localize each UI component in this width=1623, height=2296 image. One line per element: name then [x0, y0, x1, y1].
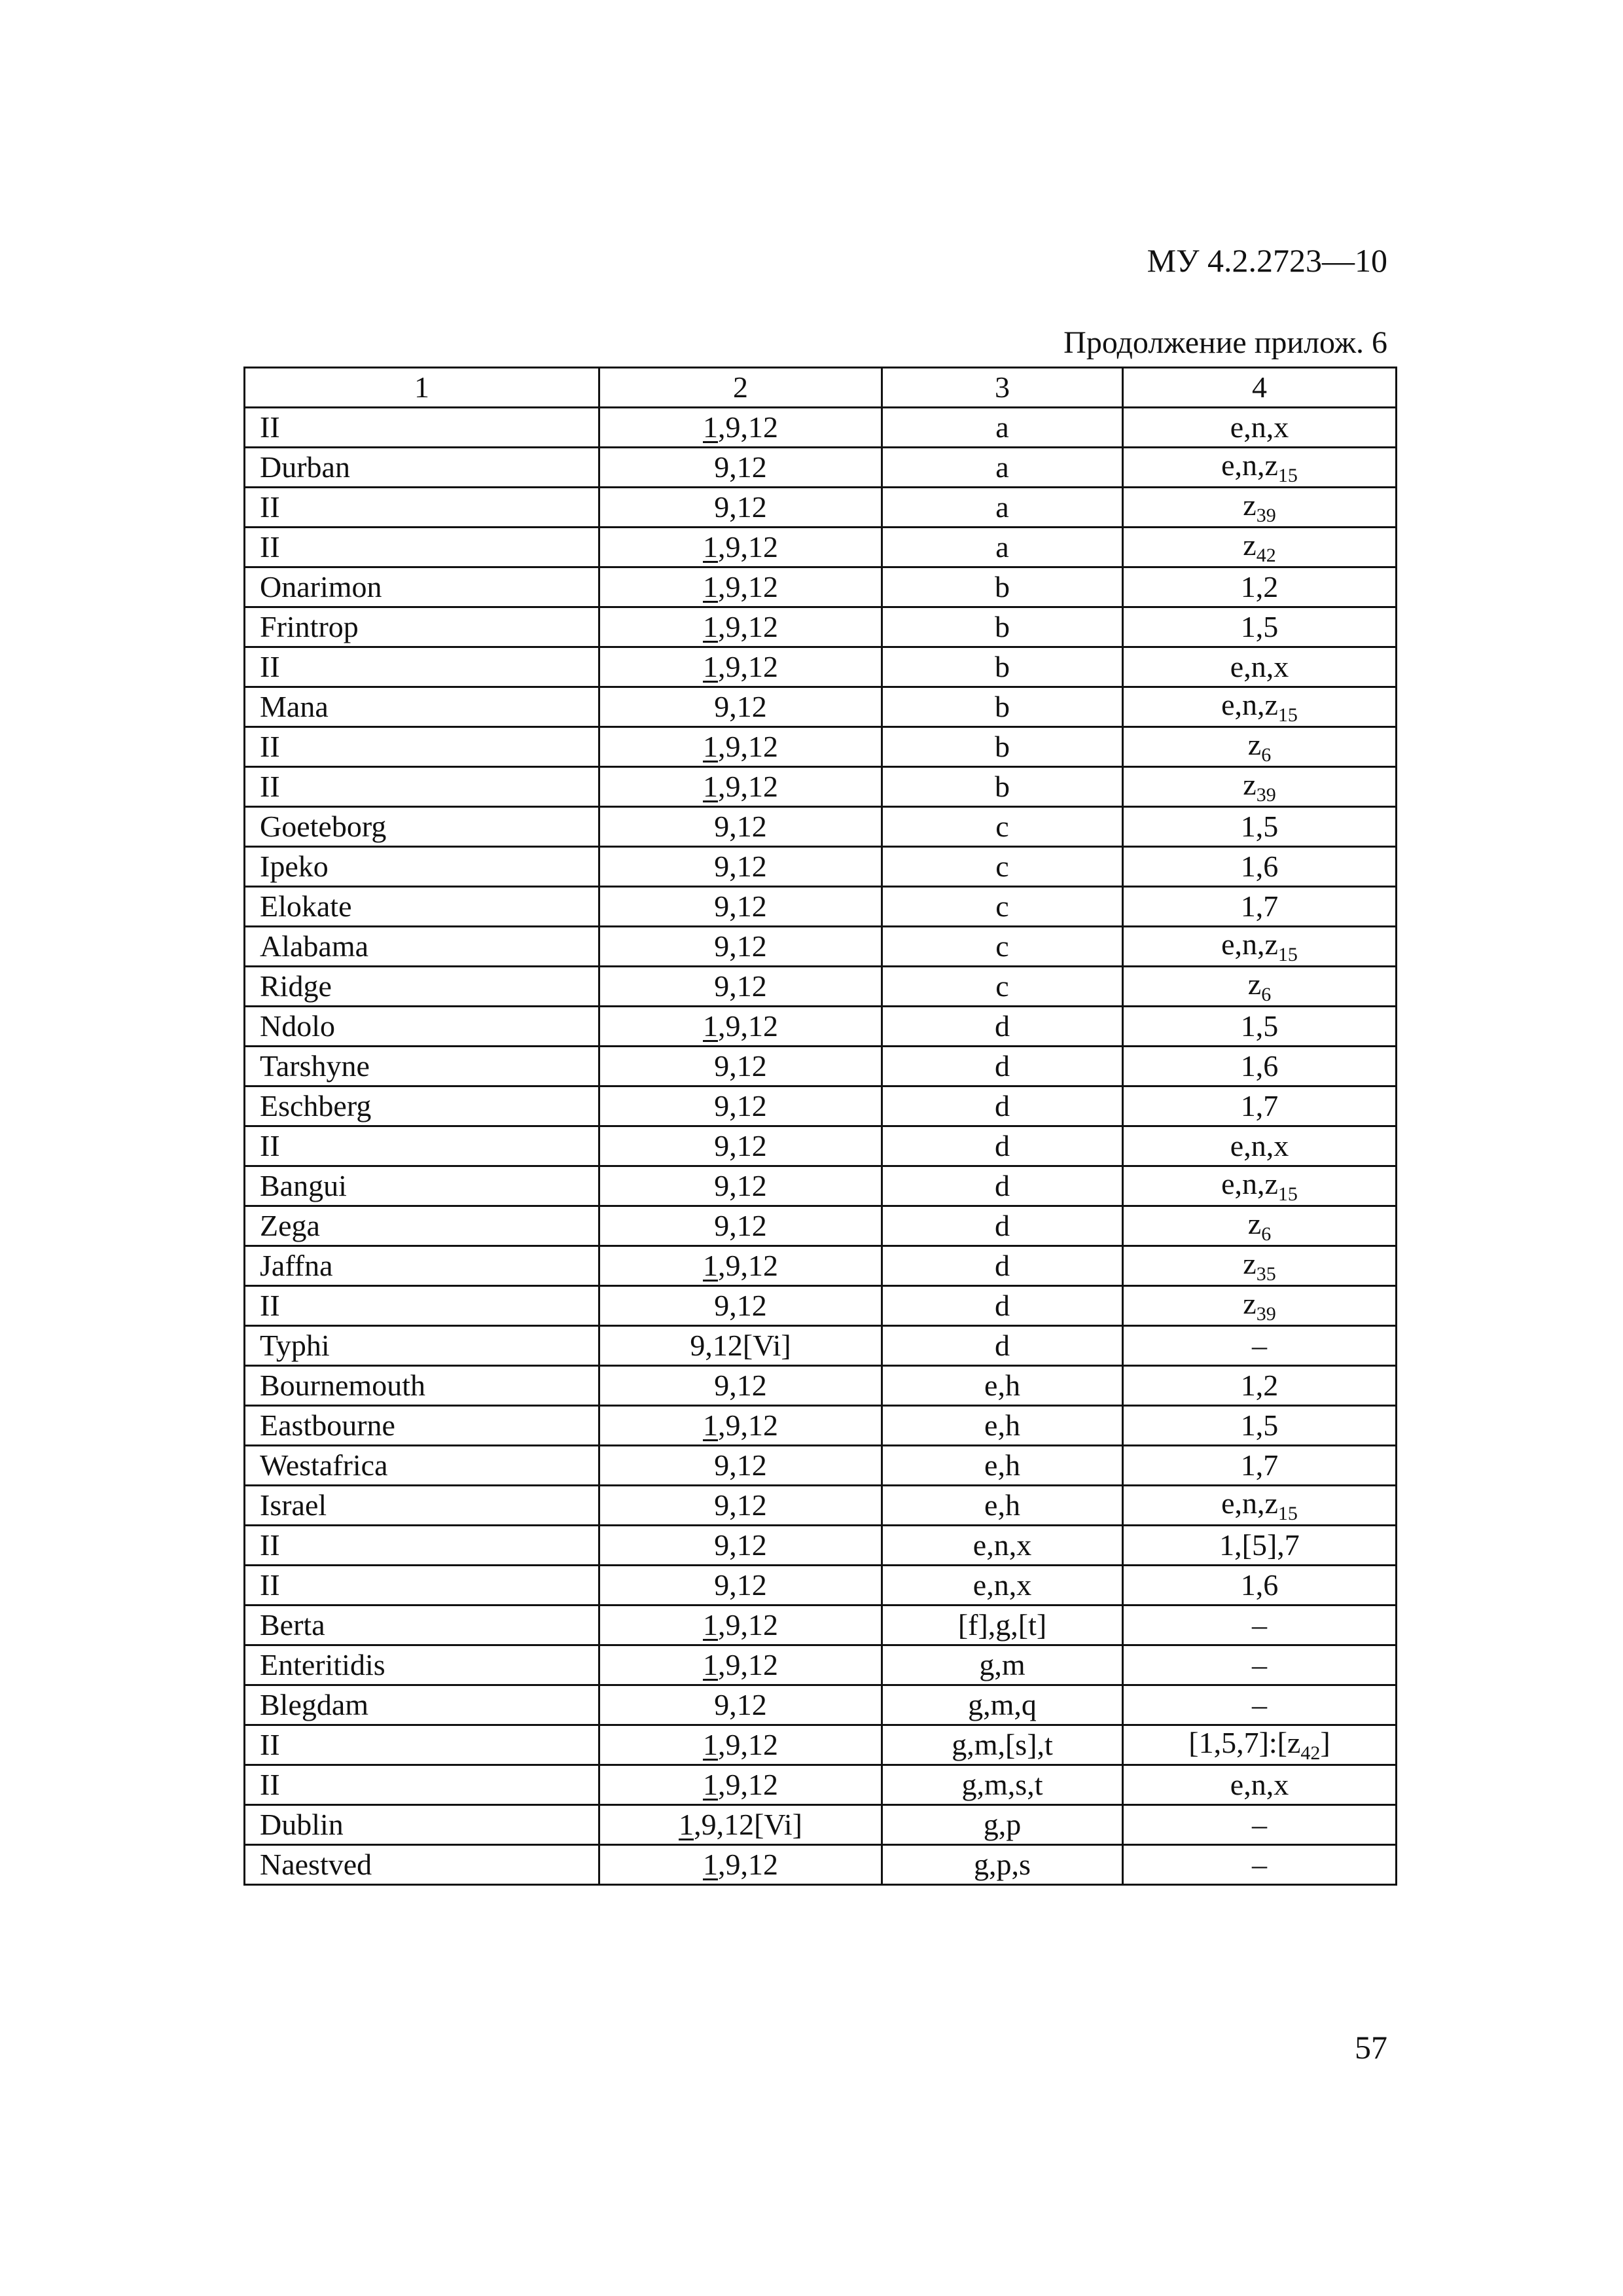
cell-h-phase-2	[1123, 887, 1397, 927]
table-row	[245, 1126, 1397, 1166]
cell-h-phase-1: g,m,s,t	[882, 1765, 1123, 1805]
table-row	[245, 528, 1397, 567]
o-antigen-text: 9,12	[714, 1528, 767, 1562]
o-antigen-text: 9,12	[714, 690, 767, 723]
cell-h-phase-2	[1123, 1007, 1397, 1047]
table-row	[245, 1765, 1397, 1805]
o-antigen-text: 9,12	[714, 450, 767, 484]
underlined-factor: 1	[703, 1408, 718, 1442]
subscript: 15	[1277, 944, 1298, 965]
h-phase-2-text: e,n,z	[1221, 1486, 1278, 1520]
table-row	[245, 807, 1397, 847]
cell-o-antigen	[599, 1805, 882, 1845]
subscript: 15	[1277, 704, 1298, 726]
cell-o-antigen	[599, 488, 882, 528]
underlined-factor: 1	[703, 770, 718, 803]
o-antigen-text: 9,12	[714, 1169, 767, 1202]
cell-serovar: II	[245, 1566, 599, 1605]
o-antigen-text: ,9,12	[718, 570, 778, 603]
cell-serovar: Israel	[245, 1486, 599, 1526]
underlined-factor: 1	[703, 1009, 718, 1043]
table-row	[245, 1166, 1397, 1206]
subscript: 6	[1261, 1223, 1272, 1245]
cell-h-phase-2	[1123, 1206, 1397, 1246]
cell-h-phase-2	[1123, 567, 1397, 607]
cell-h-phase-1: e,n,x	[882, 1526, 1123, 1566]
cell-serovar: Blegdam	[245, 1685, 599, 1725]
cell-serovar: Goeteborg	[245, 807, 599, 847]
cell-o-antigen	[599, 727, 882, 767]
cell-serovar: II	[245, 528, 599, 567]
cell-serovar: II	[245, 767, 599, 807]
cell-o-antigen	[599, 1566, 882, 1605]
cell-h-phase-1: d	[882, 1007, 1123, 1047]
o-antigen-text: 9,12	[714, 929, 767, 963]
h-phase-2-text: z	[1247, 728, 1262, 761]
cell-o-antigen	[599, 1406, 882, 1446]
o-antigen-text: ,9,12	[718, 770, 778, 803]
o-antigen-text: 9,12	[714, 490, 767, 524]
cell-serovar: II	[245, 1126, 599, 1166]
subscript: 35	[1256, 1263, 1276, 1285]
cell-o-antigen	[599, 1086, 882, 1126]
cell-h-phase-1: d	[882, 1206, 1123, 1246]
cell-o-antigen	[599, 528, 882, 567]
table-row	[245, 1845, 1397, 1885]
cell-h-phase-1: c	[882, 967, 1123, 1007]
cell-h-phase-1: d	[882, 1047, 1123, 1086]
cell-serovar: Westafrica	[245, 1446, 599, 1486]
cell-o-antigen	[599, 1446, 882, 1486]
cell-o-antigen	[599, 1845, 882, 1885]
cell-o-antigen	[599, 1685, 882, 1725]
cell-h-phase-2	[1123, 1047, 1397, 1086]
table-row	[245, 1286, 1397, 1326]
cell-h-phase-2	[1123, 1845, 1397, 1885]
cell-o-antigen	[599, 1645, 882, 1685]
o-antigen-text: 9,12	[714, 1089, 767, 1122]
underlined-factor: 1	[703, 650, 718, 683]
cell-h-phase-1: b	[882, 727, 1123, 767]
table-row	[245, 1486, 1397, 1526]
table-row	[245, 647, 1397, 687]
h-phase-2-text: 1,7	[1240, 1089, 1279, 1122]
table-row	[245, 1366, 1397, 1406]
cell-serovar: Mana	[245, 687, 599, 727]
h-phase-2-text: e,n,z	[1221, 1167, 1278, 1200]
cell-h-phase-2	[1123, 1486, 1397, 1526]
cell-h-phase-2	[1123, 1366, 1397, 1406]
cell-o-antigen	[599, 927, 882, 967]
cell-h-phase-1: c	[882, 887, 1123, 927]
cell-h-phase-1: d	[882, 1166, 1123, 1206]
table-row	[245, 1086, 1397, 1126]
subscript: 15	[1277, 1183, 1298, 1205]
cell-h-phase-2	[1123, 448, 1397, 488]
cell-o-antigen	[599, 1246, 882, 1286]
cell-h-phase-2	[1123, 1286, 1397, 1326]
table-row	[245, 1047, 1397, 1086]
cell-serovar: II	[245, 488, 599, 528]
table-row	[245, 887, 1397, 927]
h-phase-2-text: –	[1252, 1329, 1267, 1362]
cell-serovar: II	[245, 647, 599, 687]
cell-serovar: II	[245, 1526, 599, 1566]
cell-o-antigen	[599, 567, 882, 607]
cell-h-phase-1: c	[882, 927, 1123, 967]
cell-h-phase-1: c	[882, 807, 1123, 847]
cell-serovar: Bangui	[245, 1166, 599, 1206]
underlined-factor: 1	[703, 1608, 718, 1641]
o-antigen-text: 9,12	[714, 1688, 767, 1721]
cell-h-phase-1: a	[882, 528, 1123, 567]
o-antigen-text: ,9,12	[718, 1009, 778, 1043]
table-row	[245, 1406, 1397, 1446]
h-phase-2-text: e,n,x	[1230, 410, 1289, 444]
cell-h-phase-1: e,h	[882, 1366, 1123, 1406]
cell-h-phase-1: b	[882, 687, 1123, 727]
o-antigen-text: ,9,12[Vi]	[694, 1808, 802, 1841]
cell-h-phase-2	[1123, 1406, 1397, 1446]
cell-h-phase-1: b	[882, 767, 1123, 807]
underlined-factor: 1	[703, 410, 718, 444]
cell-serovar: Frintrop	[245, 607, 599, 647]
table-row	[245, 1446, 1397, 1486]
cell-h-phase-1: g,m	[882, 1645, 1123, 1685]
cell-o-antigen	[599, 1326, 882, 1366]
cell-serovar: II	[245, 1765, 599, 1805]
cell-h-phase-1: e,h	[882, 1406, 1123, 1446]
cell-h-phase-2	[1123, 967, 1397, 1007]
o-antigen-text: 9,12	[714, 1129, 767, 1162]
cell-h-phase-1: b	[882, 647, 1123, 687]
table-row	[245, 1685, 1397, 1725]
table-row	[245, 847, 1397, 887]
cell-h-phase-1: d	[882, 1286, 1123, 1326]
h-phase-2-text: e,n,x	[1230, 1129, 1289, 1162]
h-phase-2-text: –	[1252, 1848, 1267, 1881]
cell-o-antigen	[599, 1725, 882, 1765]
h-phase-2-text: 1,5	[1240, 1009, 1279, 1043]
document-code: МУ 4.2.2723—10	[1147, 242, 1387, 279]
cell-h-phase-1: g,p	[882, 1805, 1123, 1845]
cell-h-phase-1: b	[882, 567, 1123, 607]
cell-o-antigen	[599, 647, 882, 687]
h-phase-2-text: e,n,z	[1221, 448, 1278, 482]
h-phase-2-text: 1,6	[1240, 850, 1279, 883]
h-phase-2-text: e,n,x	[1230, 1768, 1289, 1801]
h-phase-2-text: e,n,x	[1230, 650, 1289, 683]
h-phase-2-text: z	[1243, 768, 1257, 801]
table-row	[245, 1007, 1397, 1047]
table-row	[245, 1725, 1397, 1765]
cell-h-phase-1: [f],g,[t]	[882, 1605, 1123, 1645]
cell-serovar: Elokate	[245, 887, 599, 927]
cell-h-phase-2	[1123, 1605, 1397, 1645]
h-phase-2-text: 1,2	[1240, 1369, 1279, 1402]
cell-serovar: Jaffna	[245, 1246, 599, 1286]
continuation-label: Продолжение прилож. 6	[1063, 325, 1387, 360]
underlined-factor: 1	[703, 1848, 718, 1881]
cell-h-phase-1: e,n,x	[882, 1566, 1123, 1605]
subscript: 6	[1261, 984, 1272, 1005]
underlined-factor: 1	[703, 1768, 718, 1801]
table-row	[245, 1526, 1397, 1566]
o-antigen-text: 9,12	[714, 1049, 767, 1083]
cell-o-antigen	[599, 1047, 882, 1086]
h-phase-2-text: –	[1252, 1688, 1267, 1721]
cell-o-antigen	[599, 807, 882, 847]
cell-h-phase-2	[1123, 1526, 1397, 1566]
cell-serovar: Eschberg	[245, 1086, 599, 1126]
h-phase-2-text: e,n,z	[1221, 927, 1278, 961]
cell-o-antigen	[599, 1526, 882, 1566]
h-phase-2-text: 1,[5],7	[1219, 1528, 1300, 1562]
h-phase-2-text: 1,2	[1240, 570, 1279, 603]
cell-serovar: Typhi	[245, 1326, 599, 1366]
cell-h-phase-2	[1123, 727, 1397, 767]
h-phase-2-text: 1,5	[1240, 810, 1279, 843]
h-phase-2-text: 1,7	[1240, 1448, 1279, 1482]
subscript: 15	[1277, 1503, 1298, 1524]
h-phase-2-text: –	[1252, 1648, 1267, 1681]
h-phase-2-text: [1,5,7]:[z	[1188, 1726, 1301, 1759]
cell-h-phase-1: e,h	[882, 1486, 1123, 1526]
table-row	[245, 967, 1397, 1007]
underlined-factor: 1	[679, 1808, 694, 1841]
cell-h-phase-1: d	[882, 1126, 1123, 1166]
cell-h-phase-1: c	[882, 847, 1123, 887]
cell-serovar: Alabama	[245, 927, 599, 967]
subscript: 15	[1277, 465, 1298, 486]
table-row	[245, 488, 1397, 528]
o-antigen-text: ,9,12	[718, 1408, 778, 1442]
table-row	[245, 408, 1397, 448]
subscript: 42	[1300, 1742, 1321, 1764]
table-row	[245, 1206, 1397, 1246]
cell-serovar: Enteritidis	[245, 1645, 599, 1685]
cell-h-phase-1: e,h	[882, 1446, 1123, 1486]
o-antigen-text: 9,12	[714, 810, 767, 843]
header-col-2: 2	[599, 368, 882, 408]
o-antigen-text: ,9,12	[718, 610, 778, 643]
table-row	[245, 1326, 1397, 1366]
cell-h-phase-2	[1123, 488, 1397, 528]
cell-h-phase-1: b	[882, 607, 1123, 647]
cell-h-phase-2	[1123, 1685, 1397, 1725]
cell-serovar: Naestved	[245, 1845, 599, 1885]
o-antigen-text: 9,12	[714, 889, 767, 923]
table-row	[245, 727, 1397, 767]
h-phase-2-text: 1,6	[1240, 1568, 1279, 1602]
o-antigen-text: ,9,12	[718, 530, 778, 564]
cell-serovar: Eastbourne	[245, 1406, 599, 1446]
o-antigen-text: ,9,12	[718, 1768, 778, 1801]
cell-o-antigen	[599, 1286, 882, 1326]
cell-o-antigen	[599, 967, 882, 1007]
cell-serovar: Onarimon	[245, 567, 599, 607]
cell-serovar: Ndolo	[245, 1007, 599, 1047]
o-antigen-text: ,9,12	[718, 410, 778, 444]
serotype-table	[243, 367, 1397, 1886]
cell-o-antigen	[599, 1206, 882, 1246]
cell-h-phase-2	[1123, 687, 1397, 727]
cell-h-phase-2	[1123, 1086, 1397, 1126]
cell-h-phase-2	[1123, 607, 1397, 647]
h-phase-2-text: 1,7	[1240, 889, 1279, 923]
cell-h-phase-1: g,m,q	[882, 1685, 1123, 1725]
o-antigen-text: 9,12	[714, 1209, 767, 1242]
cell-h-phase-1: d	[882, 1246, 1123, 1286]
cell-serovar: Berta	[245, 1605, 599, 1645]
header-col-1: 1	[245, 368, 599, 408]
table-row	[245, 1246, 1397, 1286]
cell-h-phase-2	[1123, 1246, 1397, 1286]
cell-serovar: Tarshyne	[245, 1047, 599, 1086]
cell-h-phase-2	[1123, 1725, 1397, 1765]
cell-h-phase-2	[1123, 1126, 1397, 1166]
o-antigen-text: ,9,12	[718, 1848, 778, 1881]
cell-o-antigen	[599, 1605, 882, 1645]
table-row	[245, 927, 1397, 967]
cell-h-phase-1: a	[882, 408, 1123, 448]
cell-serovar: Durban	[245, 448, 599, 488]
h-phase-2-text: e,n,z	[1221, 688, 1278, 721]
cell-serovar: Bournemouth	[245, 1366, 599, 1406]
o-antigen-text: ,9,12	[718, 1608, 778, 1641]
cell-h-phase-1: d	[882, 1086, 1123, 1126]
cell-o-antigen	[599, 607, 882, 647]
o-antigen-text: ,9,12	[718, 1648, 778, 1681]
table-row	[245, 767, 1397, 807]
o-antigen-text: ,9,12	[718, 1249, 778, 1282]
cell-h-phase-2	[1123, 647, 1397, 687]
table-row	[245, 687, 1397, 727]
underlined-factor: 1	[703, 730, 718, 763]
cell-h-phase-1: a	[882, 448, 1123, 488]
cell-h-phase-2	[1123, 1765, 1397, 1805]
cell-h-phase-1: g,m,[s],t	[882, 1725, 1123, 1765]
h-phase-2-text: 1,5	[1240, 610, 1279, 643]
cell-o-antigen	[599, 687, 882, 727]
h-phase-2-text: z	[1247, 967, 1262, 1001]
h-phase-2-text: z	[1243, 488, 1257, 522]
cell-o-antigen	[599, 448, 882, 488]
table-row	[245, 1645, 1397, 1685]
cell-h-phase-2	[1123, 807, 1397, 847]
cell-h-phase-2	[1123, 767, 1397, 807]
subscript: 42	[1256, 545, 1276, 566]
o-antigen-text: 9,12[Vi]	[690, 1329, 791, 1362]
cell-h-phase-1: a	[882, 488, 1123, 528]
h-phase-2-tail: ]	[1320, 1726, 1330, 1759]
cell-o-antigen	[599, 1765, 882, 1805]
h-phase-2-text: –	[1252, 1608, 1267, 1641]
cell-h-phase-2	[1123, 927, 1397, 967]
cell-serovar: Ridge	[245, 967, 599, 1007]
o-antigen-text: 9,12	[714, 1369, 767, 1402]
subscript: 39	[1256, 784, 1276, 806]
o-antigen-text: ,9,12	[718, 1728, 778, 1761]
h-phase-2-text: z	[1243, 1247, 1257, 1280]
cell-serovar: II	[245, 1725, 599, 1765]
cell-h-phase-2	[1123, 528, 1397, 567]
h-phase-2-text: 1,5	[1240, 1408, 1279, 1442]
o-antigen-text: 9,12	[714, 969, 767, 1003]
underlined-factor: 1	[703, 610, 718, 643]
cell-h-phase-2	[1123, 1166, 1397, 1206]
header-col-4: 4	[1123, 368, 1397, 408]
cell-h-phase-1: d	[882, 1326, 1123, 1366]
cell-o-antigen	[599, 847, 882, 887]
table-row	[245, 1805, 1397, 1845]
table-row	[245, 448, 1397, 488]
header-col-3: 3	[882, 368, 1123, 408]
cell-o-antigen	[599, 767, 882, 807]
cell-serovar: Zega	[245, 1206, 599, 1246]
cell-h-phase-2	[1123, 1805, 1397, 1845]
cell-h-phase-2	[1123, 408, 1397, 448]
h-phase-2-text: z	[1243, 528, 1257, 562]
cell-o-antigen	[599, 1166, 882, 1206]
cell-o-antigen	[599, 1486, 882, 1526]
cell-h-phase-2	[1123, 1645, 1397, 1685]
h-phase-2-text: –	[1252, 1808, 1267, 1841]
o-antigen-text: 9,12	[714, 1289, 767, 1322]
cell-h-phase-2	[1123, 1446, 1397, 1486]
table-row	[245, 1605, 1397, 1645]
o-antigen-text: 9,12	[714, 1448, 767, 1482]
cell-serovar: Dublin	[245, 1805, 599, 1845]
cell-h-phase-1: g,p,s	[882, 1845, 1123, 1885]
cell-o-antigen	[599, 887, 882, 927]
o-antigen-text: ,9,12	[718, 650, 778, 683]
cell-o-antigen	[599, 408, 882, 448]
underlined-factor: 1	[703, 530, 718, 564]
page-number: 57	[1355, 2029, 1387, 2066]
subscript: 39	[1256, 1303, 1276, 1325]
subscript: 39	[1256, 505, 1276, 526]
h-phase-2-text: 1,6	[1240, 1049, 1279, 1083]
subscript: 6	[1261, 744, 1272, 766]
underlined-factor: 1	[703, 570, 718, 603]
table-row	[245, 607, 1397, 647]
underlined-factor: 1	[703, 1648, 718, 1681]
h-phase-2-text: z	[1243, 1287, 1257, 1320]
underlined-factor: 1	[703, 1249, 718, 1282]
underlined-factor: 1	[703, 1728, 718, 1761]
cell-h-phase-2	[1123, 847, 1397, 887]
o-antigen-text: 9,12	[714, 1488, 767, 1522]
cell-h-phase-2	[1123, 1326, 1397, 1366]
table-row	[245, 1566, 1397, 1605]
cell-serovar: II	[245, 1286, 599, 1326]
o-antigen-text: 9,12	[714, 1568, 767, 1602]
table-row	[245, 567, 1397, 607]
o-antigen-text: 9,12	[714, 850, 767, 883]
cell-serovar: II	[245, 408, 599, 448]
cell-serovar: Ipeko	[245, 847, 599, 887]
h-phase-2-text: z	[1247, 1207, 1262, 1240]
table-header-row	[245, 368, 1397, 408]
cell-h-phase-2	[1123, 1566, 1397, 1605]
cell-o-antigen	[599, 1126, 882, 1166]
cell-o-antigen	[599, 1366, 882, 1406]
cell-o-antigen	[599, 1007, 882, 1047]
cell-serovar: II	[245, 727, 599, 767]
o-antigen-text: ,9,12	[718, 730, 778, 763]
